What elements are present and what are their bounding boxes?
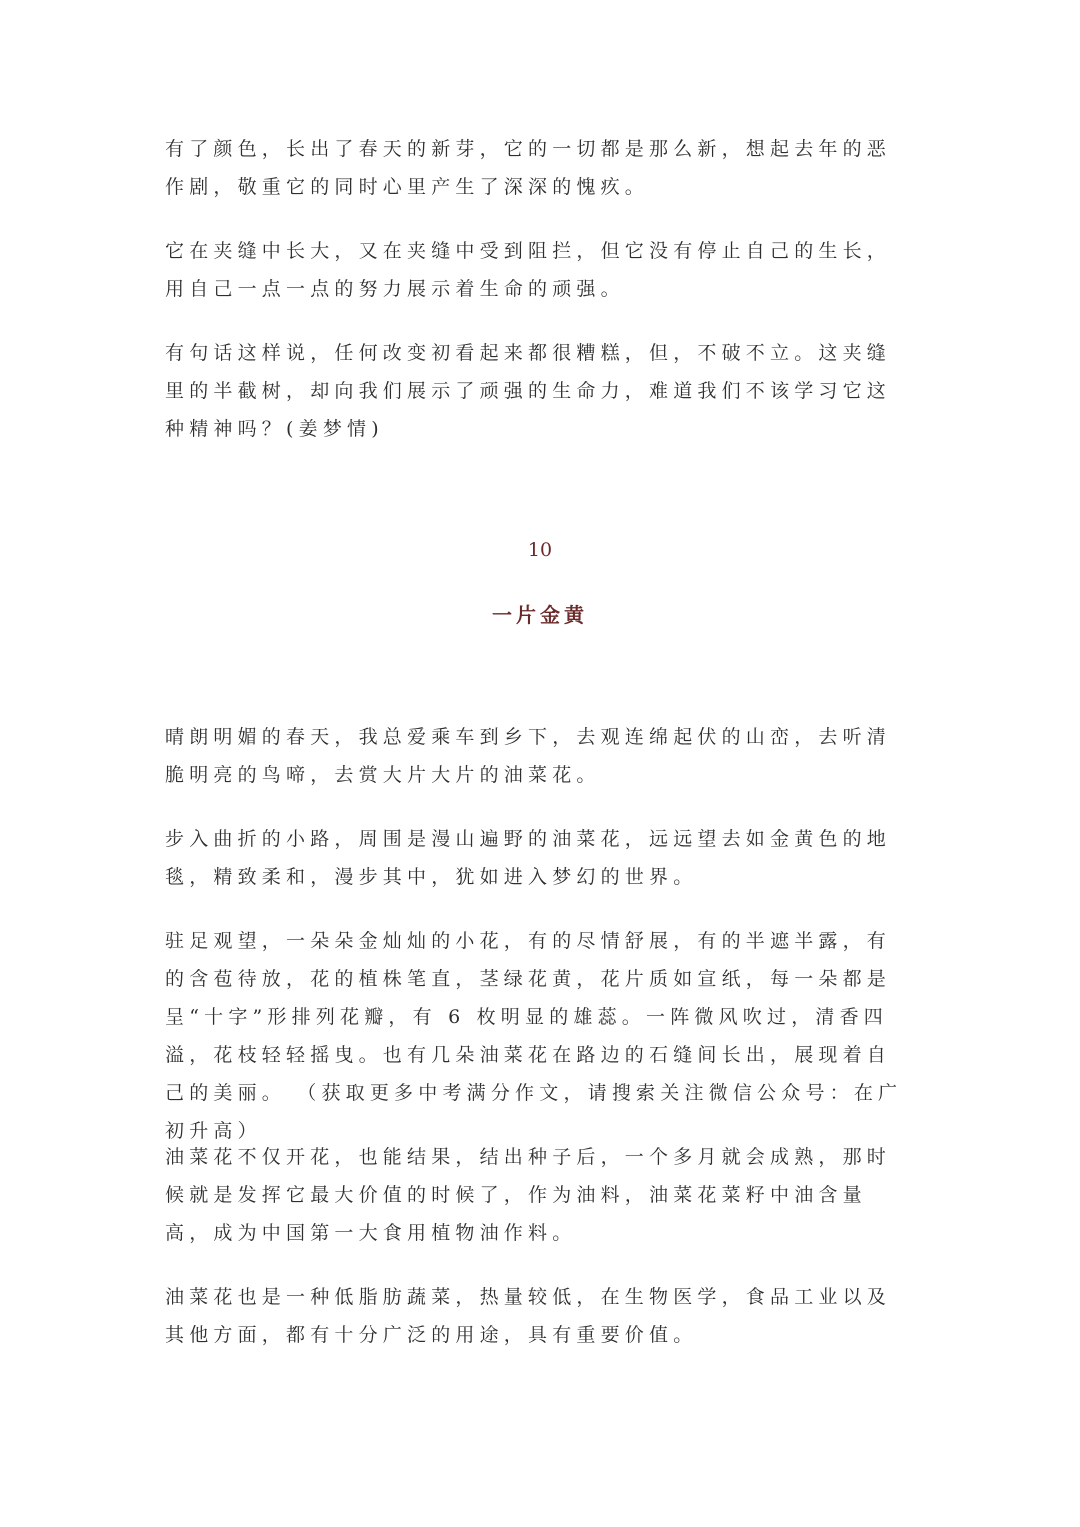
- paragraph-winding-path: 步入曲折的小路，周围是漫山遍野的油菜花，远远望去如金黄色的地毯，精致柔和，漫步其中，犹如进入梦幻的世界。: [165, 828, 892, 888]
- paragraph-crevice-growth: 它在夹缝中长大，又在夹缝中受到阻拦，但它没有停止自己的生长，用自己一点一点的努力展示着生命的顽强。: [165, 240, 892, 300]
- section-number: 10: [527, 539, 553, 561]
- paragraph-conclusion: 有句话这样说，任何改变初看起来都很糟糕，但，不破不立。这夹缝里的半截树，却向我们展示了顽强的生命力，难道我们不该学习它这种精神吗？(姜梦情): [165, 342, 892, 440]
- paragraph-low-fat-vegetable: 油菜花也是一种低脂肪蔬菜，热量较低，在生物医学，食品工业以及其他方面，都有十分广泛的用途，具有重要价值。: [165, 1286, 892, 1346]
- section-title: 一片金黄: [492, 603, 588, 627]
- paragraph-spring-countryside: 晴朗明媚的春天，我总爱乘车到乡下，去观连绵起伏的山峦，去听清脆明亮的鸟啼，去赏大片大片的油菜花。: [165, 726, 892, 786]
- paragraph-observing-flowers: 驻足观望，一朵朵金灿灿的小花，有的尽情舒展，有的半遮半露，有的含苞待放，花的植株笔直，茎绿花黄，花片质如宣纸，每一朵都是呈“十字”形排列花瓣，有 6 枚明显的雄蕊。一阵微风吹过，清香四溢，花枝轻轻摇曳。也有几朵油菜花在路边的石缝间长出，展现着自己的美丽。 （获取更多中考满分作文，请搜索关注微信公众号：在广初升高）: [165, 930, 903, 1142]
- paragraph-regret: 有了颜色，长出了春天的新芽，它的一切都是那么新，想起去年的恶作剧，敬重它的同时心里产生了深深的愧疚。: [165, 138, 892, 198]
- paragraph-seeds-oil: 油菜花不仅开花，也能结果，结出种子后，一个多月就会成熟，那时候就是发挥它最大价值的时候了，作为油料，油菜花菜籽中油含量高，成为中国第一大食用植物油作料。: [165, 1146, 892, 1244]
